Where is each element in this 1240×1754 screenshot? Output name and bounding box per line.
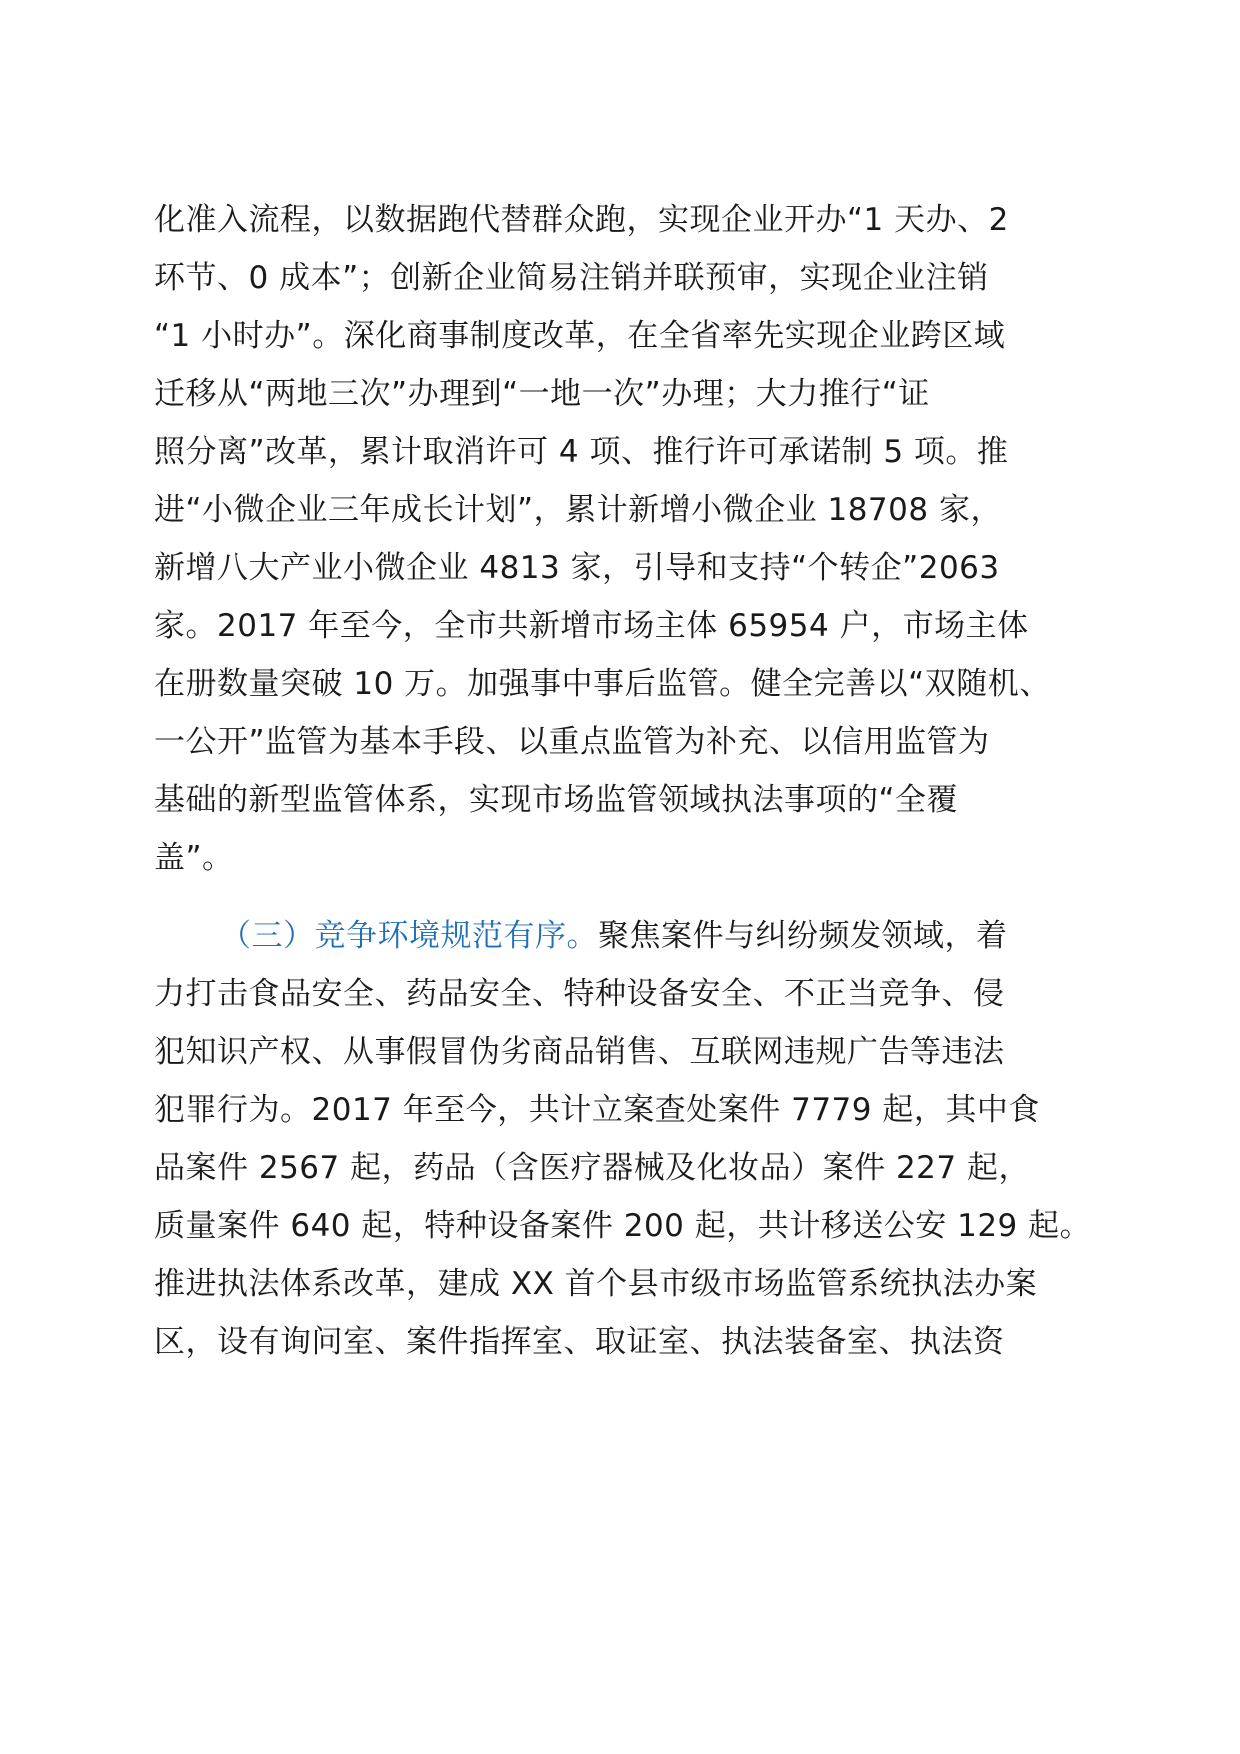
paragraph-line: 基础的新型监管体系，实现市场监管领域执法事项的“全覆 [154, 782, 959, 818]
paragraph-line-rest: 聚焦案件与纠纷频发领域，着 [598, 918, 1008, 954]
paragraph-line: 推进执法体系改革，建成 XX 首个县市级市场监管系统执法办案 [154, 1266, 1038, 1302]
paragraph-line: 环节、0 成本”；创新企业简易注销并联预审，实现企业注销 [154, 260, 989, 296]
paragraph-line: “1 小时办”。深化商事制度改革，在全省率先实现企业跨区域 [154, 318, 1006, 354]
paragraph-line: 盖”。 [154, 840, 234, 876]
paragraph-line: 迁移从“两地三次”办理到“一地一次”办理；大力推行“证 [154, 376, 930, 412]
paragraph-line: 区，设有询问室、案件指挥室、取证室、执法装备室、执法资 [154, 1324, 1005, 1360]
paragraph-line: 力打击食品安全、药品安全、特种设备安全、不正当竞争、侵 [154, 976, 1005, 1012]
paragraph-line: 家。2017 年至今，全市共新增市场主体 65954 户，市场主体 [154, 608, 1029, 644]
paragraph-line: 照分离”改革，累计取消许可 4 项、推行许可承诺制 5 项。推 [154, 434, 1009, 470]
paragraph-line: 新增八大产业小微企业 4813 家，引导和支持“个转企”2063 [154, 550, 1000, 586]
paragraph-line: 犯知识产权、从事假冒伪劣商品销售、互联网违规广告等违法 [154, 1034, 1005, 1070]
paragraph-line: 化准入流程，以数据跑代替群众跑，实现企业开办“1 天办、2 [154, 202, 1009, 238]
paragraph-line: 在册数量突破 10 万。加强事中事后监管。健全完善以“双随机、 [154, 666, 1051, 702]
paragraph-line: 进“小微企业三年成长计划”，累计新增小微企业 18708 家， [154, 492, 1002, 528]
section-heading: （三）竞争环境规范有序。 [220, 918, 598, 954]
paragraph-line: 品案件 2567 起，药品（含医疗器械及化妆品）案件 227 起， [154, 1150, 1030, 1186]
paragraph-first-line [220, 916, 1100, 956]
paragraph-line: 犯罪行为。2017 年至今，共计立案查处案件 7779 起，其中食 [154, 1092, 1040, 1128]
paragraph-line: 一公开”监管为基本手段、以重点监管为补充、以信用监管为 [154, 724, 990, 760]
paragraph-line: 质量案件 640 起，特种设备案件 200 起，共计移送公安 129 起。 [154, 1208, 1092, 1244]
